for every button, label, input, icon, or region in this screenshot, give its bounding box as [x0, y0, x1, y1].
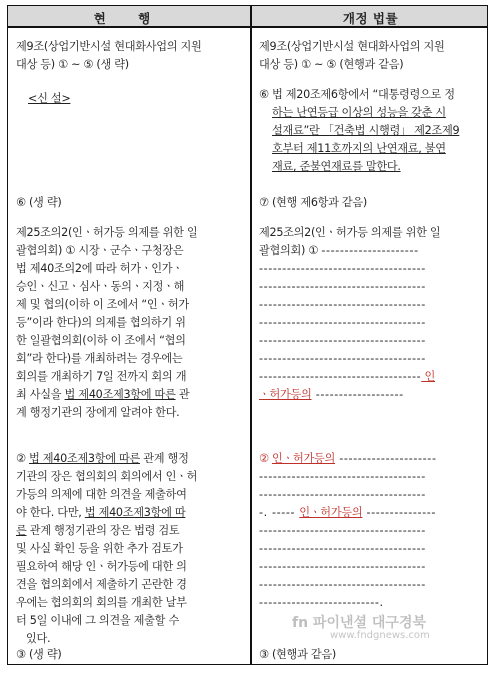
dash-placeholder: --------------- — [362, 506, 437, 519]
left-para2-line10: 터 5일 이내에 그 의견을 제출할 수 — [16, 614, 179, 627]
left-art25-line5: 제 및 협의(이하 이 조에서 “인ㆍ허가 — [16, 298, 189, 311]
amendment-comparison-table — [7, 5, 488, 665]
left-art25-line9: 회의를 개최하기 7일 전까지 회의 개 — [16, 370, 187, 383]
right-art25-line10 — [259, 386, 404, 404]
header-revised-law: 개정 법률 — [342, 11, 399, 26]
amended-term: 인ㆍ허가등의 — [272, 452, 336, 465]
left-para2-line6: 및 사실 확인 등을 위한 추가 검토가 — [16, 542, 183, 555]
right-para2-dash-line3: ------------------------------------ — [259, 488, 426, 501]
right-para2-dash-line5: ------------------------------------ — [259, 524, 426, 537]
left-para2-line3: 가등의 의제에 대한 의견을 제출하여 — [16, 488, 187, 501]
right-new-para6-line5: 재료, 준불연재료를 말한다. — [272, 160, 401, 173]
text-segment: 최 사실을 — [16, 388, 65, 401]
watermark-url: www.fndgnews.com — [330, 630, 430, 641]
left-art25-line3: 법 제40조의2에 따라 허가ㆍ인가ㆍ — [16, 262, 183, 275]
right-para2-dash-line8: ------------------------------------ — [259, 578, 426, 591]
amended-term: ㆍ허가등의 — [259, 388, 312, 401]
left-art25-line4: 승인ㆍ신고ㆍ심사ㆍ동의ㆍ지정ㆍ해 — [16, 280, 185, 293]
right-para2-dash-line6: ------------------------------------ — [259, 542, 426, 555]
column-divider — [250, 6, 252, 664]
right-art25-dash-line3: ------------------------------------ — [259, 262, 426, 275]
dash-placeholder: -. ----- — [259, 506, 300, 519]
right-art25-dash-line6: ------------------------------------ — [259, 316, 426, 329]
right-para2-dash-line9: --------------------------. — [259, 596, 384, 609]
left-art25-line2: 괄협의회) ① 시장ㆍ군수ㆍ구청장은 — [16, 244, 184, 257]
dash-placeholder: --------------------- — [321, 244, 419, 257]
right-para2-line4 — [259, 504, 436, 522]
underlined-reference: 른 — [16, 524, 27, 537]
right-art25-line1: 제25조의2(인ㆍ허가등 의제를 위한 일 — [259, 226, 441, 239]
right-art25-dash-line4: ------------------------------------ — [259, 280, 426, 293]
left-art25-line8: 회”라 한다)를 개최하려는 경우에는 — [16, 352, 183, 365]
left-para2-line5 — [16, 522, 179, 540]
right-art25-dash-line5: ------------------------------------ — [259, 298, 426, 311]
left-art25-line1: 제25조의2(인ㆍ허가등 의제를 위한 일 — [16, 226, 198, 239]
right-para2-dash-line7: ------------------------------------ — [259, 560, 426, 573]
right-para2-line1 — [259, 450, 437, 468]
dash-placeholder: ------------------- — [311, 388, 404, 401]
right-art25-dash-line8: ------------------------------------ — [259, 352, 426, 365]
left-art25-line10 — [16, 386, 189, 404]
left-art25-line7: 한 일괄협의회(이하 이 조에서 “협의 — [16, 334, 186, 347]
right-new-para6-line1: ⑥ 법 제20조제6항에서 “대통령령으로 정 — [259, 88, 455, 101]
right-para3: ③ (현행과 같음) — [259, 648, 336, 661]
right-para2-dash-line2: ------------------------------------ — [259, 470, 426, 483]
right-art9-para7: ⑦ (현행 제6항과 같음) — [259, 196, 367, 209]
text-segment: ② — [259, 452, 272, 465]
right-new-para6-line2: 하는 난연등급 이상의 성능을 갖춘 시 — [272, 106, 446, 119]
left-para2-line1 — [16, 450, 189, 468]
left-art25-line6: 등”이라 한다)의 의제를 협의하기 위 — [16, 316, 186, 329]
text-segment: ② — [16, 452, 29, 465]
text-segment: 관계 행정기관의 장은 법령 검토 — [26, 524, 180, 537]
left-para2-line7: 필요하여 해당 인ㆍ허가등에 대한 의 — [16, 560, 187, 573]
right-art9-line1: 제9조(상업기반시설 현대화사업의 지원 — [259, 40, 445, 53]
watermark-logo: fn 파이낸셜 대구경북 — [292, 615, 426, 631]
left-new-clause-placeholder: <신 설> — [28, 92, 71, 105]
left-para2-line2: 기관의 장은 협의회의 회의에서 인ㆍ허 — [16, 470, 198, 483]
left-art25-line11: 계 행정기관의 장에게 알려야 한다. — [16, 406, 180, 419]
dash-placeholder: ----------------------------------- — [259, 370, 422, 383]
underlined-reference: 법 제40조제3항에 따 — [84, 506, 186, 519]
left-para2-line8: 견을 협의회에서 제출하기 곤란한 경 — [16, 578, 187, 591]
right-new-para6-line3: 설재료”란 「건축법 시행령」 제2조제9 — [272, 124, 460, 137]
right-art25-dash-line7: ------------------------------------ — [259, 334, 426, 347]
text-segment: 야 한다. 다만, — [16, 506, 85, 519]
right-new-para6-line4: 호부터 제11호까지의 난연재료, 불연 — [272, 142, 446, 155]
left-para2-line9: 우에는 협의회의 회의를 개최한 날부 — [16, 596, 187, 609]
right-art9-line2: 대상 등) ① ~ ⑤ (현행과 같음) — [259, 58, 404, 71]
amended-term: 인ㆍ허가등의 — [299, 506, 363, 519]
left-art9-line2: 대상 등) ① ~ ⑤ (생 략) — [16, 58, 129, 71]
text-segment: 괄협의회) ① — [259, 244, 322, 257]
text-segment: 관계 행정 — [140, 452, 189, 465]
amended-term: 인 — [421, 370, 436, 383]
left-para3: ③ (생 략) — [16, 648, 62, 661]
underlined-reference: 법 제40조제3항에 따른 — [64, 388, 176, 401]
right-art25-line2 — [259, 242, 419, 260]
left-art9-line1: 제9조(상업기반시설 현대화사업의 지원 — [16, 40, 202, 53]
left-art9-para6: ⑥ (생 략) — [16, 196, 62, 209]
table-header — [8, 6, 487, 28]
header-current-law: 현 행 — [93, 11, 165, 26]
left-para2-line11: 있다. — [26, 632, 51, 645]
right-art25-line9 — [259, 368, 435, 386]
left-para2-line4 — [16, 504, 185, 522]
underlined-reference: 법 제40조제3항에 따른 — [29, 452, 141, 465]
text-segment: 관 — [175, 388, 190, 401]
dash-placeholder: --------------------- — [335, 452, 437, 465]
